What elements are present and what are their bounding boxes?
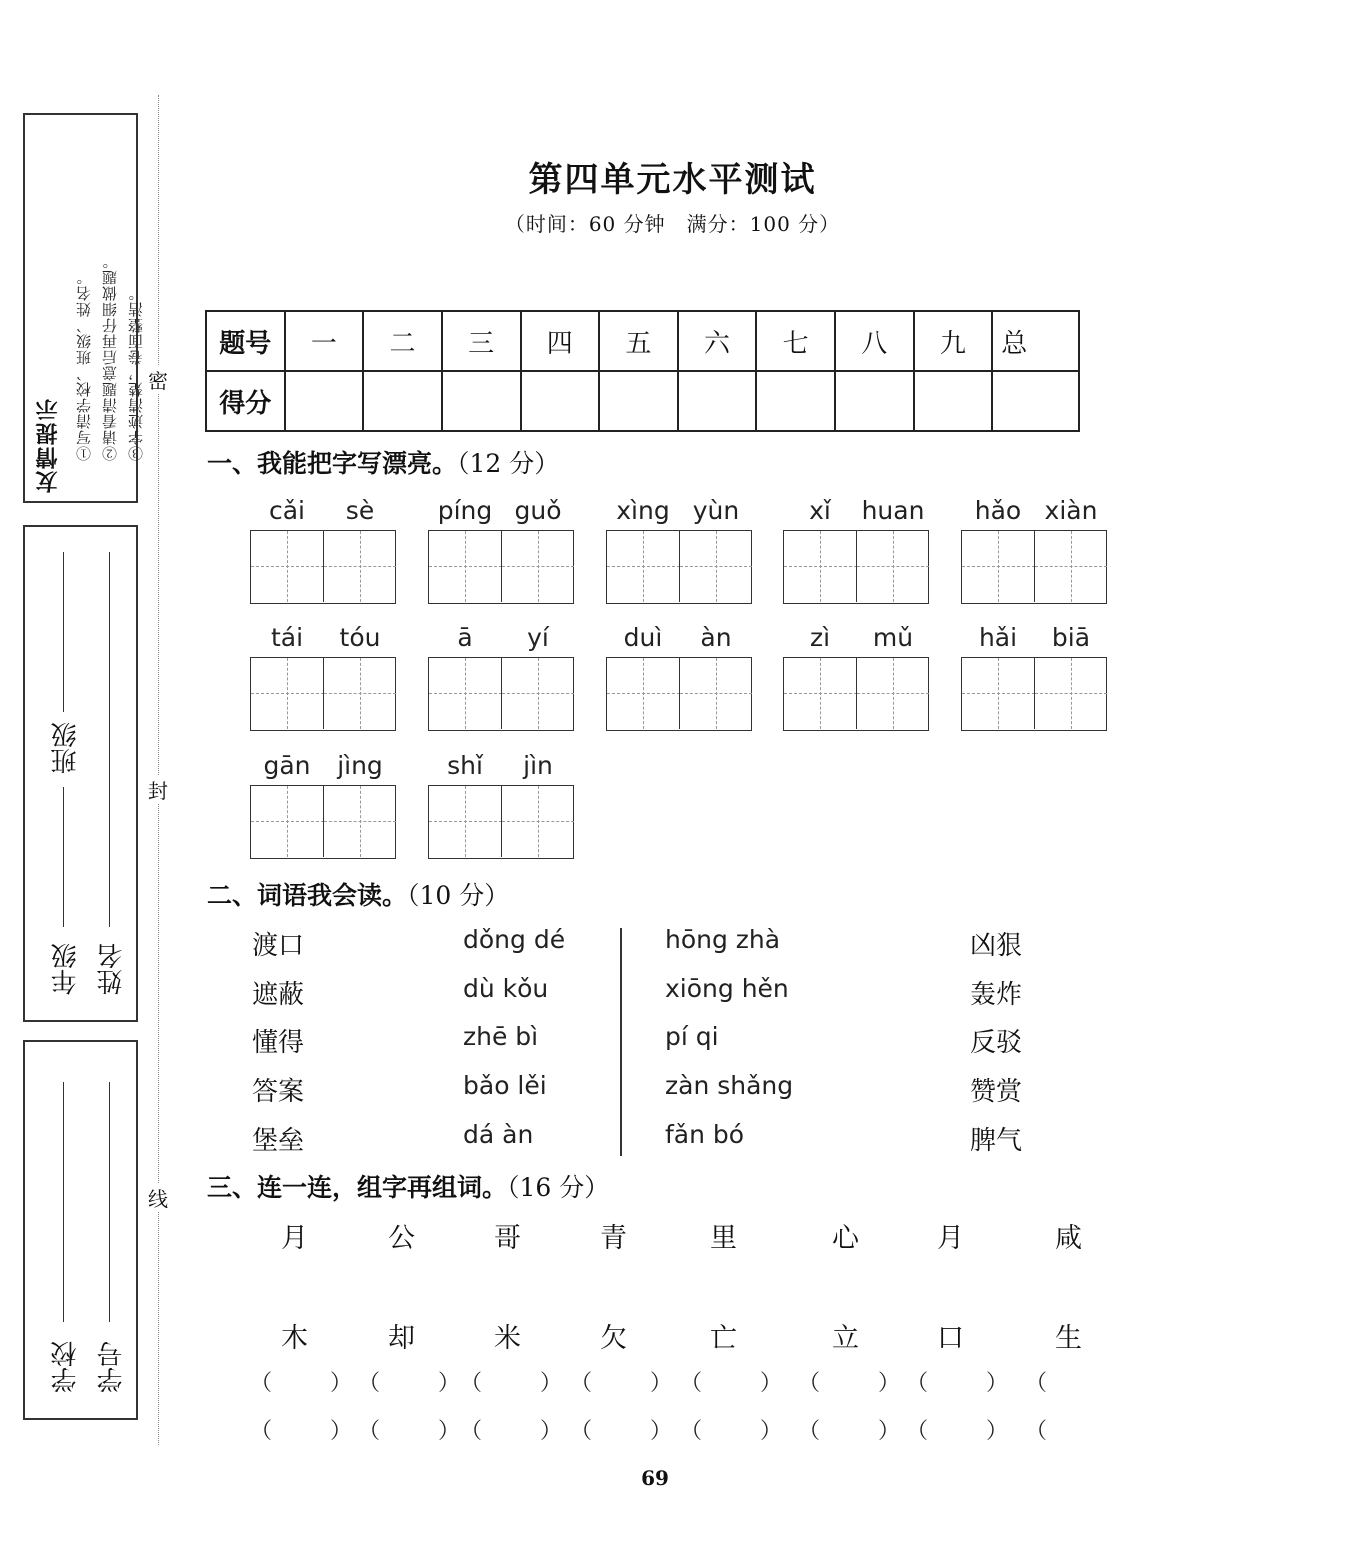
character-bottom[interactable]: 木	[281, 1323, 308, 1354]
score-table	[205, 310, 1080, 432]
guide-line-vertical	[287, 531, 288, 602]
answer-paren-close: ）	[878, 1419, 901, 1444]
pinyin-item[interactable]: fǎn bó	[665, 1120, 745, 1149]
word-item[interactable]: 轰炸	[970, 980, 1023, 1010]
class-blank-line[interactable]	[63, 552, 64, 712]
column-header: 六	[678, 311, 757, 371]
score-label: 得分	[206, 371, 285, 431]
score-cell[interactable]	[678, 371, 757, 431]
writing-cell[interactable]	[323, 531, 396, 602]
writing-cell[interactable]	[856, 531, 929, 602]
answer-paren-open: （	[906, 1419, 929, 1444]
seal-mark-xian: 线	[148, 1183, 168, 1212]
guide-line-vertical	[360, 531, 361, 602]
writing-cell[interactable]	[679, 531, 752, 602]
writing-cell[interactable]	[429, 658, 502, 729]
pinyin-label: jìn	[523, 751, 553, 780]
character-top[interactable]: 里	[710, 1223, 737, 1254]
character-top[interactable]: 公	[388, 1223, 415, 1254]
answer-paren-open: （	[358, 1419, 381, 1444]
tianzige-grid[interactable]	[250, 657, 396, 731]
guide-line-vertical	[820, 531, 821, 602]
pinyin-item[interactable]: xiōng hěn	[665, 974, 789, 1003]
word-item[interactable]: 脾气	[970, 1126, 1023, 1156]
answer-paren-open: （	[460, 1419, 483, 1444]
answer-paren-open: （	[250, 1419, 273, 1444]
pinyin-label: jìng	[337, 751, 383, 780]
pinyin-label: huan	[861, 496, 925, 525]
pinyin-label: yí	[527, 623, 549, 652]
column-header: 八	[835, 311, 914, 371]
pinyin-item[interactable]: dá àn	[463, 1120, 534, 1149]
word-item[interactable]: 懂得	[252, 1028, 305, 1058]
section-2-points: （10 分）	[407, 881, 510, 910]
seal-mark-mi: 密	[148, 365, 168, 394]
answer-paren-open: （	[570, 1419, 593, 1444]
writing-cell[interactable]	[856, 658, 929, 729]
answer-paren-open: （	[798, 1419, 821, 1444]
score-cell[interactable]	[756, 371, 835, 431]
column-header: 九	[914, 311, 993, 371]
word-item[interactable]: 赞赏	[970, 1077, 1023, 1107]
writing-cell[interactable]	[323, 786, 396, 857]
answer-paren-open: （	[1025, 1419, 1048, 1444]
page-subtitle: （时间：60 分钟 满分：100 分）	[504, 212, 841, 236]
column-header: 五	[599, 311, 678, 371]
school-blank-line[interactable]	[63, 1082, 64, 1322]
guide-line-vertical	[1071, 658, 1072, 729]
character-bottom[interactable]: 米	[494, 1323, 521, 1354]
column-header: 四	[521, 311, 600, 371]
writing-cell[interactable]	[679, 658, 752, 729]
pinyin-label: yùn	[692, 496, 740, 525]
section-3-points: （16 分）	[507, 1173, 610, 1202]
character-bottom[interactable]: 口	[937, 1323, 964, 1354]
writing-cell[interactable]	[251, 531, 324, 602]
writing-cell[interactable]	[501, 531, 574, 602]
answer-paren-close: ）	[438, 1371, 461, 1396]
column-header: 一	[285, 311, 364, 371]
guide-line-vertical	[1071, 531, 1072, 602]
score-cell[interactable]	[521, 371, 600, 431]
answer-paren-open: （	[358, 1371, 381, 1396]
section-2-title: 二、词语我会读。	[207, 881, 408, 910]
section-1-points: （12 分）	[457, 449, 560, 478]
writing-cell[interactable]	[1034, 658, 1107, 729]
answer-paren-open: （	[1025, 1371, 1048, 1396]
section-1-title: 一、我能把字写漂亮。	[207, 449, 458, 478]
pinyin-label: sè	[345, 496, 375, 525]
answer-paren-close: ）	[760, 1371, 783, 1396]
guide-line-vertical	[716, 658, 717, 729]
pinyin-label: hǎi	[978, 623, 1018, 652]
pinyin-label: àn	[700, 623, 732, 652]
tianzige-grid[interactable]	[961, 657, 1107, 731]
writing-cell[interactable]	[251, 786, 324, 857]
answer-paren-close: ）	[986, 1371, 1009, 1396]
pinyin-label: guǒ	[514, 496, 562, 525]
score-cell[interactable]	[835, 371, 914, 431]
guide-line-vertical	[893, 658, 894, 729]
tianzige-grid[interactable]	[783, 530, 929, 604]
pinyin-item[interactable]: pí qi	[665, 1022, 719, 1051]
answer-paren-close: ）	[438, 1419, 461, 1444]
writing-cell[interactable]	[429, 531, 502, 602]
section-2-divider	[620, 928, 622, 1156]
score-cell[interactable]	[914, 371, 993, 431]
pinyin-label: biā	[1051, 623, 1091, 652]
guide-line-vertical	[465, 786, 466, 857]
guide-line-vertical	[538, 786, 539, 857]
page-number: 69	[641, 1466, 669, 1490]
word-item[interactable]: 遮蔽	[252, 980, 305, 1010]
guide-line-vertical	[998, 531, 999, 602]
answer-paren-open: （	[570, 1371, 593, 1396]
pinyin-label: xiàn	[1044, 496, 1098, 525]
pinyin-item[interactable]: hōng zhà	[665, 925, 781, 954]
score-table-score-row	[206, 371, 1079, 431]
pinyin-label: duì	[623, 623, 663, 652]
binding-dotted-line	[158, 95, 159, 1445]
answer-paren-close: ）	[330, 1371, 353, 1396]
score-cell[interactable]	[442, 371, 521, 431]
tianzige-grid[interactable]	[428, 530, 574, 604]
answer-paren-close: ）	[760, 1419, 783, 1444]
class-label: 班级	[51, 722, 81, 774]
writing-cell[interactable]	[784, 531, 857, 602]
section-3-title: 三、连一连，组字再组词。	[207, 1173, 508, 1202]
guide-line-vertical	[287, 786, 288, 857]
seal-mark-feng: 封	[148, 775, 168, 804]
answer-paren-close: ）	[650, 1419, 673, 1444]
grade-blank-line[interactable]	[63, 787, 64, 927]
tianzige-grid[interactable]	[783, 657, 929, 731]
tip-line-1: ①写清学校、班级、姓名。	[75, 269, 93, 461]
writing-cell[interactable]	[962, 658, 1035, 729]
pinyin-label: píng	[437, 496, 493, 525]
tips-title: 友情提示	[36, 397, 61, 493]
writing-cell[interactable]	[251, 658, 324, 729]
answer-paren-open: （	[906, 1371, 929, 1396]
character-bottom[interactable]: 立	[832, 1323, 859, 1354]
pinyin-item[interactable]: dù kǒu	[463, 974, 549, 1003]
answer-paren-open: （	[250, 1371, 273, 1396]
pinyin-label: tái	[270, 623, 304, 652]
guide-line-vertical	[716, 531, 717, 602]
guide-line-vertical	[538, 531, 539, 602]
character-top[interactable]: 哥	[494, 1223, 521, 1254]
character-top[interactable]: 心	[832, 1223, 859, 1254]
word-item[interactable]: 凶狠	[970, 931, 1023, 961]
writing-cell[interactable]	[1034, 531, 1107, 602]
pinyin-label: xǐ	[809, 496, 831, 525]
score-cell[interactable]	[992, 371, 1079, 431]
guide-line-vertical	[287, 658, 288, 729]
character-bottom[interactable]: 生	[1055, 1323, 1082, 1354]
character-bottom[interactable]: 却	[388, 1323, 415, 1354]
writing-cell[interactable]	[607, 531, 680, 602]
tianzige-grid[interactable]	[250, 530, 396, 604]
pinyin-label: zì	[809, 623, 831, 652]
answer-paren-close: ）	[986, 1419, 1009, 1444]
pinyin-label: tóu	[339, 623, 381, 652]
guide-line-vertical	[998, 658, 999, 729]
answer-paren-close: ）	[878, 1371, 901, 1396]
pinyin-label: shǐ	[447, 751, 483, 780]
word-item[interactable]: 堡垒	[252, 1126, 305, 1156]
guide-line-vertical	[360, 658, 361, 729]
guide-line-vertical	[465, 658, 466, 729]
column-header: 三	[442, 311, 521, 371]
tianzige-grid[interactable]	[428, 657, 574, 731]
guide-line-vertical	[893, 531, 894, 602]
tianzige-grid[interactable]	[606, 657, 752, 731]
question-number-label: 题号	[206, 311, 285, 371]
answer-paren-open: （	[680, 1419, 703, 1444]
class-info-box	[23, 525, 138, 1022]
pinyin-label: xìng	[616, 496, 670, 525]
pinyin-item[interactable]: zhē bì	[463, 1022, 539, 1051]
answer-paren-open: （	[460, 1371, 483, 1396]
section-1-heading	[207, 444, 559, 480]
guide-line-vertical	[643, 658, 644, 729]
character-top[interactable]: 咸	[1055, 1223, 1082, 1254]
character-top[interactable]: 青	[600, 1223, 627, 1254]
writing-cell[interactable]	[323, 658, 396, 729]
guide-line-vertical	[538, 658, 539, 729]
pinyin-label: hǎo	[974, 496, 1022, 525]
section-2-heading	[207, 876, 509, 912]
writing-cell[interactable]	[607, 658, 680, 729]
answer-paren-close: ）	[650, 1371, 673, 1396]
column-header: 二	[363, 311, 442, 371]
pinyin-label: ā	[457, 623, 473, 652]
score-cell[interactable]	[285, 371, 364, 431]
pinyin-item[interactable]: zàn shǎng	[665, 1071, 794, 1100]
pinyin-item[interactable]: bǎo lěi	[463, 1071, 547, 1100]
tianzige-grid[interactable]	[428, 785, 574, 859]
tianzige-grid[interactable]	[606, 530, 752, 604]
score-cell[interactable]	[363, 371, 442, 431]
guide-line-vertical	[820, 658, 821, 729]
school-info-box	[23, 1040, 138, 1420]
answer-paren-close: ）	[540, 1419, 563, 1444]
pinyin-label: cǎi	[268, 496, 305, 525]
word-item[interactable]: 答案	[252, 1077, 305, 1107]
writing-cell[interactable]	[962, 531, 1035, 602]
student-id-blank-line[interactable]	[109, 1082, 110, 1322]
guide-line-vertical	[465, 531, 466, 602]
answer-paren-open: （	[798, 1371, 821, 1396]
tianzige-grid[interactable]	[250, 785, 396, 859]
pinyin-label: gān	[263, 751, 311, 780]
page-title: 第四单元水平测试	[528, 160, 817, 200]
guide-line-vertical	[360, 786, 361, 857]
guide-line-vertical	[643, 531, 644, 602]
score-cell[interactable]	[599, 371, 678, 431]
writing-cell[interactable]	[501, 786, 574, 857]
student-id-label: 学号	[97, 1341, 127, 1393]
word-item[interactable]: 渡口	[252, 931, 305, 961]
name-blank-line[interactable]	[109, 552, 110, 927]
name-label: 姓名	[97, 943, 127, 995]
writing-cell[interactable]	[429, 786, 502, 857]
word-item[interactable]: 反驳	[970, 1028, 1023, 1058]
section-3-heading	[207, 1168, 609, 1204]
character-bottom[interactable]: 亡	[710, 1323, 737, 1354]
pinyin-item[interactable]: dǒng dé	[463, 925, 566, 954]
grade-label: 年级	[51, 943, 81, 995]
writing-cell[interactable]	[784, 658, 857, 729]
school-label: 学校	[51, 1341, 81, 1393]
writing-cell[interactable]	[501, 658, 574, 729]
tip-line-3: ③字迹清楚，卷面整洁。	[127, 285, 145, 461]
character-bottom[interactable]: 欠	[600, 1323, 627, 1354]
column-header: 总	[992, 311, 1079, 371]
character-top[interactable]: 月	[281, 1223, 308, 1254]
tip-line-2: ②请看清题意后再仔细做题。	[101, 253, 119, 461]
answer-paren-close: ）	[330, 1419, 353, 1444]
answer-paren-open: （	[680, 1371, 703, 1396]
score-table-header-row	[206, 311, 1079, 371]
column-header: 七	[756, 311, 835, 371]
character-top[interactable]: 月	[937, 1223, 964, 1254]
answer-paren-close: ）	[540, 1371, 563, 1396]
pinyin-label: mǔ	[872, 623, 914, 652]
tianzige-grid[interactable]	[961, 530, 1107, 604]
